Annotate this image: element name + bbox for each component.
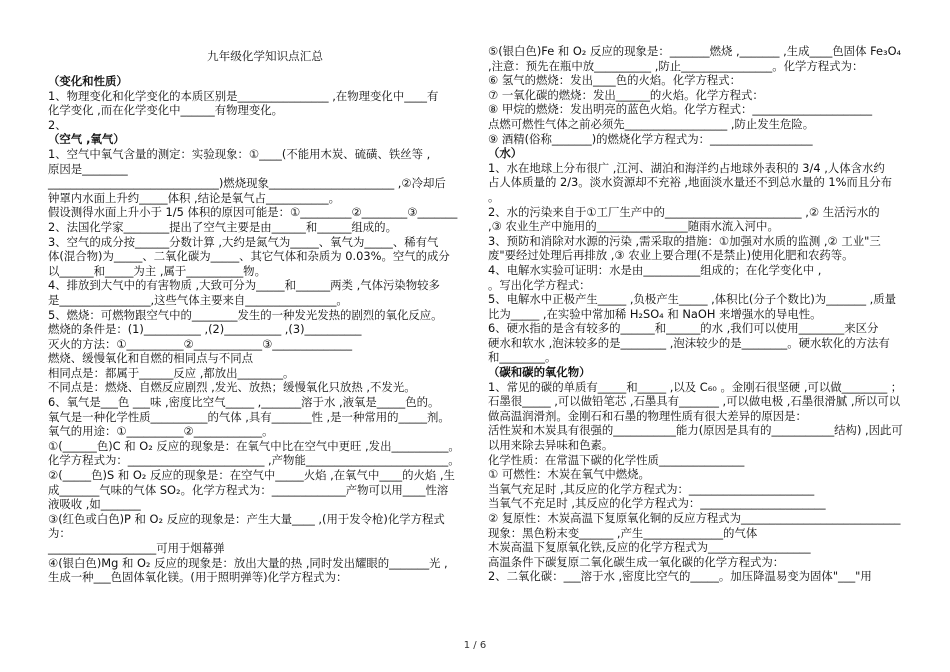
text-line: 液吸收 ,如_______ (48, 497, 141, 512)
text-line: 3、空气的成分按______分数计算 ,大约是氮气为_____、氧气为_____、稀有气 (48, 234, 439, 249)
text-line: 6、氧气是___色 ___味 ,密度比空气_____ ,_______溶于水 ,液氧是_____色的。 (48, 395, 440, 410)
text-line: 和________。 (488, 350, 557, 365)
text-line: 废"要经过处理后再排放 ,③ 农业上要合理(不是禁止)使用化肥和农药等。 (488, 248, 854, 263)
text-line: ③(红色或白色)P 和 O₂ 反应的现象是：产生大量____ ,(用于发令枪)化学方程式 (48, 511, 445, 526)
section-heading: （变化和性质） (48, 74, 128, 88)
text-line: 相同点是：都属于______反应 ,都放出________。 (48, 365, 295, 380)
text-line: ②(_____色)S 和 O₂ 反应的现象是：在空气中_____火焰 ,在氧气中____的火焰 ,生 (48, 468, 455, 483)
text-line: 木炭高温下复原氧化铁,反应的化学方程式为__________________ (488, 540, 811, 555)
text-line: 石墨很_____ ,可以做铅笔芯 ,石墨具有_______ ,可以做电极 ,石墨很滑腻 ,所以可以 (488, 394, 901, 409)
text-line: ①(______色)C 和 O₂ 反应的现象是：在氧气中比在空气中更旺 ,发出__________。 (48, 438, 460, 453)
text-line: ④(银白色)Mg 和 O₂ 反应的现象是：放出大量的热 ,同时发出耀眼的_______光 , (48, 555, 448, 570)
text-line: 燃烧、缓慢氧化和自燃的相同点与不同点 (48, 351, 254, 366)
text-line: ② 复原性：木炭高温下复原氧化铜的反应方程式为____________________________ (488, 511, 901, 525)
text-line: ① 可燃性：木炭在氧气中燃烧。 (488, 467, 650, 482)
text-line: 6、硬水指的是含有较多的______和______的水 ,我们可以使用________来区分 (488, 321, 879, 336)
text-line: ,③ 农业生产中施用的________________随雨水流入河中。 (488, 219, 779, 234)
text-line: ___________________可用于烟幕弹 (48, 541, 225, 555)
section-heading: （碳和碳的氧化物） (488, 365, 591, 380)
text-line: 体(混合物)为_____、二氧化碳为_____、其它气体和杂质为 0.03%。空气的成分 (48, 249, 450, 264)
text-line: 化学方程式为：________________________ ,产物能_________________________。 (48, 453, 460, 468)
text-line: 点燃可燃性气体之前必须先__________________ ,防止发生危险。 (488, 116, 815, 131)
text-line: 灭火的方法：①__________②____________③______________ (48, 336, 353, 351)
text-line: ______________________________)燃烧现象______________________ ,②冷却后 (48, 176, 446, 191)
text-line: 钟罩内水面上升约_____体积 ,结论是氧气占___________。 (48, 190, 341, 205)
text-line: 硬水和软水 ,泡沫较多的是________ ,泡沫较少的是________。硬水软化的方法有 (488, 335, 890, 350)
text-line: ⑦ 一氧化碳的燃烧：发出______的火焰。化学方程式： (488, 87, 764, 102)
text-line: 1、物理变化和化学变化的本质区别是________________ ,在物理变化中____有 (48, 88, 439, 103)
text-line: 高温条件下碳复原二氧化碳生成一氧化碳的化学方程式为： (488, 554, 785, 569)
text-line: 化学变化 ,而在化学变化中______有物理变化。 (48, 103, 284, 118)
right-column (488, 44, 906, 584)
text-line: 2、二氧化碳：___溶于水 ,密度比空气的_____。加压降温易变为固体"___"用 (488, 569, 872, 584)
text-line: 1、常见的碳的单质有_____和_____ ,以及 C₆₀ 。金刚石很坚硬 ,可以做________ ； (488, 379, 903, 394)
text-line: 活性炭和木炭具有很强的___________能力(原因是具有的___________结构) ,因此可 (488, 423, 903, 438)
text-line: 2、水的污染来自于①工厂生产中的________________________ ,② 生活污水的 (488, 204, 880, 219)
text-line: 做高温润滑剂。金刚石和石墨的物理性质有很大差异的原因是： (488, 408, 807, 423)
text-line: ⑤(银白色)Fe 和 O₂ 反应的现象是：_______燃烧 ,_______ ,生成____色固体 Fe₃O₄ (488, 44, 902, 58)
text-line: 假设测得水面上升小于 1/5 体积的原因可能是：①_________②________③_______ (48, 205, 458, 220)
text-line: 当氧气不充足时 ,其反应的化学方程式为：______________________ (488, 496, 826, 511)
text-line: 5、燃烧：可燃物跟空气中的________发生的一种发光发热的剧烈的氧化反应。 (48, 307, 443, 322)
text-line: 是________________,这些气体主要来自________________。 (48, 292, 348, 307)
text-line: 为： (48, 526, 71, 541)
left-column (48, 74, 466, 585)
text-line: ⑨ 酒精(俗称_______)的燃烧化学方程式为：__________________ (488, 131, 813, 146)
text-line: 生成一种___色固体氧化镁。(用于照明弹等)化学方程式为： (48, 570, 348, 585)
text-line: 。 (488, 189, 500, 204)
section-heading: （空气 ,氧气） (48, 132, 125, 147)
text-line: 化学性质：在常温下碳的化学性质_______________ (488, 452, 745, 467)
text-line: 当氧气充足时 ,其反应的化学方程式为：______________________ (488, 481, 815, 496)
text-line: 原因是________ (48, 161, 128, 176)
text-line: 3、预防和消除对水源的污染 ,需采取的措施：①加强对水质的监测 ,② 工业"三 (488, 233, 881, 248)
text-line: 比为_____ ,在实验中常加稀 H₂SO₄ 和 NaOH 来增强水的导电性。 (488, 306, 822, 321)
text-line: 现象：黑色粉末变______ ,产生______________的气体 (488, 525, 758, 540)
text-line: 2、 (48, 117, 67, 132)
text-line: 1、水在地球上分布很广 ,江河、湖泊和海洋约占地球外表积的 3/4 ,人体含水约 (488, 160, 885, 175)
text-line: 2、法国化学家________提出了空气主要是由______和______组成的。 (48, 219, 397, 234)
page-number: 1 / 6 (463, 640, 487, 651)
text-line: 燃烧的条件是：(1)__________ ,(2)__________ ,(3)__________ (48, 322, 362, 337)
text-line: 4、电解水实验可证明：水是由__________组成的；在化学变化中 , (488, 262, 822, 277)
text-line: 氧气是一种化学性质__________的气体 ,具有_______性 ,是一种常用的_____剂。 (48, 409, 450, 424)
text-line: 1、空气中氧气含量的测定：实验现象：①____(不能用木炭、硫磺、铁丝等 , (48, 146, 431, 161)
document-title: 九年级化学知识点汇总 (207, 49, 323, 63)
section-heading: （水） (488, 146, 523, 161)
text-line: 。写出化学方程式： (488, 277, 591, 292)
text-line: 4、排放到大气中的有害物质 ,大致可分为_____和______两类 ,气体污染物较多 (48, 278, 440, 293)
text-line: 氧气的用途：①__________②____________。 (48, 424, 274, 439)
text-line: 不同点是：燃烧、自燃反应剧烈 ,发光、放热；缓慢氧化只放热 ,不发光。 (48, 380, 416, 395)
text-line: ⑥ 氢气的燃烧：发出____色的火焰。化学方程式： (488, 73, 742, 88)
text-line: 以______和_____为主 ,属于__________物。 (48, 263, 266, 278)
text-line: ⑧ 甲烷的燃烧：发出明亮的蓝色火焰。化学方程式：_____________________ (488, 102, 873, 117)
text-line: 以用来除去异味和色素。 (488, 438, 614, 453)
text-line: 5、电解水中正极产生_____ ,负极产生_____ ,体积比(分子个数比)为_______ ,质量 (488, 292, 897, 307)
text-line: ,注意：预先在瓶中放__________ ,防止________________。化学方程式为： (488, 58, 864, 73)
text-line: 占人体质量的 2/3。淡水资源却不充裕 ,地面淡水量还不到总水量的 1%而且分布 (488, 175, 892, 190)
text-line: 成_______气味的气体 SO₂。化学方程式为：_____________产物可以用____性溶 (48, 482, 449, 497)
